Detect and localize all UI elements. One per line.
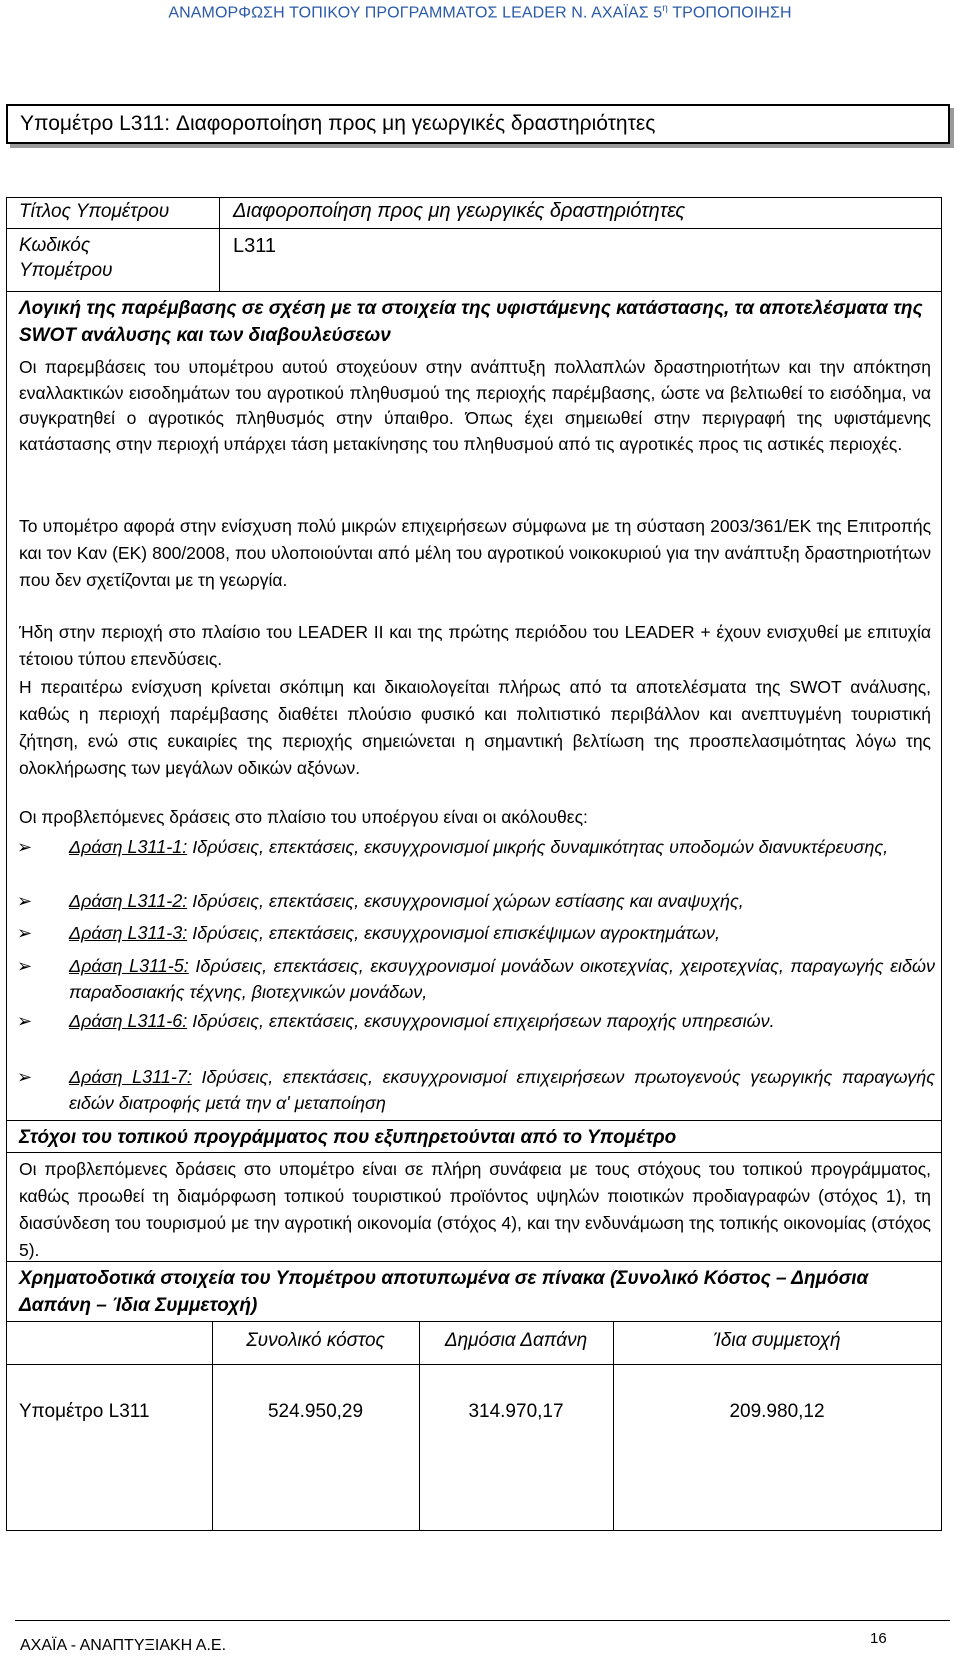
goals-text: Οι προβλεπόμενες δράσεις στο υπομέτρο είναι σε πλήρη συνάφεια με τους στόχους του τοπικού προγράμματος, καθώς προωθεί τη διαμόρφωση τοπικού τουριστικού προϊόντος υψηλών ποιοτικών προδιαγραφών (στόχος 1), τη διασύνδεση του τουρισμού με την αγροτική οικονομία (στόχος 4), και την ενδυνάμωση της τοπικής οικονομίας (στόχος 5). — [19, 1159, 931, 1260]
code-label-1: Κωδικός — [19, 235, 91, 256]
logic-paragraph-5: Οι προβλεπόμενες δράσεις στο πλαίσιο του υποέργου είναι οι ακόλουθες: — [19, 807, 588, 827]
list-item: ➢ Δράση L311-6: Ιδρύσεις, επεκτάσεις, εκσυγχρονισμοί επιχειρήσεων παροχής υπηρεσιών. — [17, 1008, 935, 1034]
footer-rule — [15, 1620, 950, 1621]
logic-heading: Λογική της παρέμβασης σε σχέση με τα στοιχεία της υφιστάμενης κατάστασης, τα αποτελέσματα της SWOT ανάλυσης και των διαβουλεύσεων — [19, 298, 923, 346]
arrow-bullet-icon: ➢ — [17, 1067, 33, 1087]
logic-paragraph-1: Οι παρεμβάσεις του υπομέτρου αυτού στοχεύουν στην ανάπτυξη πολλαπλών δραστηριοτήτων και την απόκτηση εναλλακτικών εισοδημάτων του αγροτικού πληθυσμού της περιοχής παρέμβασης, ώστε να βελτιωθεί το εισόδημα, να συγκρατηθεί ο αγροτικός πληθυσμός στην ύπαιθρο. Όπως έχει σημειωθεί στην περιγραφή της υφιστάμενης κατάστασης στην περιοχή υπάρχει τάση μετακίνησης του πληθυσμού από τις αγροτικές προς τις αστικές περιοχές. — [19, 357, 931, 454]
logic-paragraph-2: Το υπομέτρο αφορά στην ενίσχυση πολύ μικρών επιχειρήσεων σύμφωνα με τη σύσταση 2003/361/ΕΚ της Επιτροπής και τον Καν (ΕΚ) 800/2008, που υλοποιούνται από μέλη του αγροτικού νοικοκυριού για την ανάπτυξη δραστηριοτήτων που δεν σχετίζονται με τη γεωργία. — [19, 516, 931, 590]
table-cell: 314.970,17 — [468, 1401, 564, 1422]
arrow-bullet-icon: ➢ — [17, 837, 33, 857]
arrow-bullet-icon: ➢ — [17, 1011, 33, 1031]
footer-company: ΑΧΑΪΑ - ΑΝΑΠΤΥΞΙΑΚΗ Α.Ε. — [20, 1637, 227, 1654]
list-item: ➢ Δράση L311-2: Ιδρύσεις, επεκτάσεις, εκσυγχρονισμοί χώρων εστίασης και αναψυχής, — [17, 888, 935, 914]
submeasure-title-box — [6, 104, 950, 144]
list-item: ➢ Δράση L311-7: Ιδρύσεις, επεκτάσεις, εκσυγχρονισμοί επιχειρήσεων πρωτογενούς γεωργικής παραγωγής ειδών διατροφής μετά την α' μεταποίηση — [17, 1064, 935, 1116]
table-cell: 524.950,29 — [267, 1401, 364, 1422]
title-label: Τίτλος Υπομέτρου — [19, 201, 170, 222]
submeasure-table — [6, 197, 942, 1531]
code-label-2: Υπομέτρου — [19, 260, 113, 281]
finance-heading: Χρηματοδοτικά στοιχεία του Υπομέτρου αποτυπωμένα σε πίνακα (Συνολικό Κόστος – Δημόσια Δαπάνη – Ίδια Συμμετοχή) — [19, 1268, 869, 1316]
title-value: Διαφοροποίηση προς μη γεωργικές δραστηριότητες — [233, 200, 686, 222]
logic-paragraph-4: Η περαιτέρω ενίσχυση κρίνεται σκόπιμη και δικαιολογείται πλήρως από τα αποτελέσματα της SWOT ανάλυσης, καθώς η περιοχή παρέμβασης διαθέτει πλούσιο φυσικό και πολιτιστικό περιβάλλον και ανεπτυγμένη τουριστική ζήτηση, ενώ στις ευκαιρίες της περιοχής σημειώνεται η σημαντική βελτίωση της προσπελασιμότητας λόγω της ολοκλήρωσης των μεγάλων οδικών αξόνων. — [19, 677, 931, 778]
list-item: ➢ Δράση L311-5: Ιδρύσεις, επεκτάσεις, εκσυγχρονισμοί μονάδων οικοτεχνίας, χειροτεχνίας, παραγωγής ειδών παραδοσιακής τέχνης, βιοτεχνικών μονάδων, — [17, 953, 935, 1005]
submeasure-title: Υπομέτρο L311: Διαφοροποίηση προς μη γεωργικές δραστηριότητες — [20, 112, 656, 135]
arrow-bullet-icon: ➢ — [17, 891, 33, 911]
page-number: 16 — [870, 1630, 887, 1647]
logic-paragraph-3: Ήδη στην περιοχή στο πλαίσιο του LEADER II και της πρώτης περιόδου του LEADER + έχουν ενισχυθεί με επιτυχία τέτοιου τύπου επενδύσεις. — [19, 622, 931, 669]
row-label: Υπομέτρο L311 — [19, 1401, 150, 1422]
list-item: ➢ Δράση L311-1: Ιδρύσεις, επεκτάσεις, εκσυγχρονισμοί μικρής δυναμικότητας υποδομών διανυκτέρευσης, — [17, 834, 935, 860]
arrow-bullet-icon: ➢ — [17, 923, 33, 943]
arrow-bullet-icon: ➢ — [17, 956, 33, 976]
column-header: Συνολικό κόστος — [246, 1330, 385, 1351]
column-header: Ίδια συμμετοχή — [713, 1330, 841, 1351]
column-header: Δημόσια Δαπάνη — [444, 1330, 588, 1351]
list-item: ➢ Δράση L311-3: Ιδρύσεις, επεκτάσεις, εκσυγχρονισμοί επισκέψιμων αγροκτημάτων, — [17, 920, 935, 946]
table-cell: 209.980,12 — [729, 1401, 825, 1422]
code-value: L311 — [233, 235, 277, 257]
goals-heading: Στόχοι του τοπικού προγράμματος που εξυπηρετούνται από το Υπομέτρο — [19, 1127, 677, 1148]
running-header: ΑΝΑΜΟΡΦΩΣΗ ΤΟΠΙΚΟΥ ΠΡΟΓΡΑΜΜΑΤΟΣ LEADER Ν. ΑΧΑΪΑΣ $5^\eta$ ΤΡΟΠΟΠΟΙΗΣΗ — [168, 3, 792, 22]
